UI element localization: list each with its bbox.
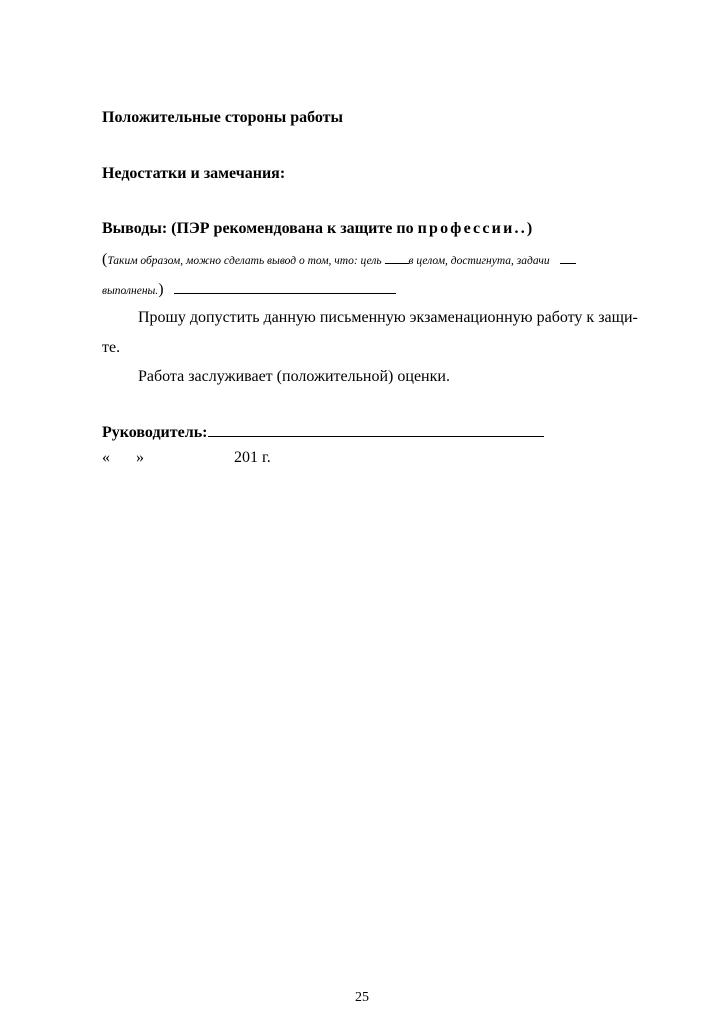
note-close-paren: ) [158, 281, 164, 298]
positive-aspects-heading: Положительные стороны работы [102, 109, 344, 126]
conclusions-close: ) [526, 220, 533, 237]
tasks-blank [560, 249, 576, 264]
note-part1: Таким образом, можно сделать вывод о том, что: цель [107, 255, 385, 267]
conclusion-note-line1 [102, 249, 576, 271]
note-part2: в целом, достигнута, задачи [408, 255, 550, 267]
conclusions-profession: профессии.. [417, 220, 527, 237]
request-line1: Прошу допустить данную письменную экзаменационную работу к защи- [138, 309, 638, 326]
supervisor-signature-line [208, 422, 544, 437]
date-line [102, 448, 271, 468]
page-number: 25 [355, 990, 369, 1005]
conclusions-label: Выводы: (ПЭР рекомендована к защите по [102, 220, 418, 237]
date-close-quote: » [136, 449, 144, 466]
conclusion-note-line2 [102, 279, 396, 301]
grade-sentence: Работа заслуживает (положительной) оценки. [138, 368, 450, 385]
conclusions-heading [102, 219, 532, 239]
request-line2: те. [102, 339, 121, 356]
goal-blank [385, 249, 409, 264]
date-open-quote: « [102, 449, 110, 466]
supervisor-line [102, 422, 544, 443]
date-year: 201 г. [234, 449, 271, 466]
conclusion-blank-line [174, 279, 396, 294]
note-open-paren: ( [102, 251, 108, 268]
shortcomings-heading: Недостатки и замечания: [102, 165, 286, 182]
supervisor-label: Руководитель: [102, 424, 208, 441]
note-part3: выполнены. [102, 285, 159, 297]
